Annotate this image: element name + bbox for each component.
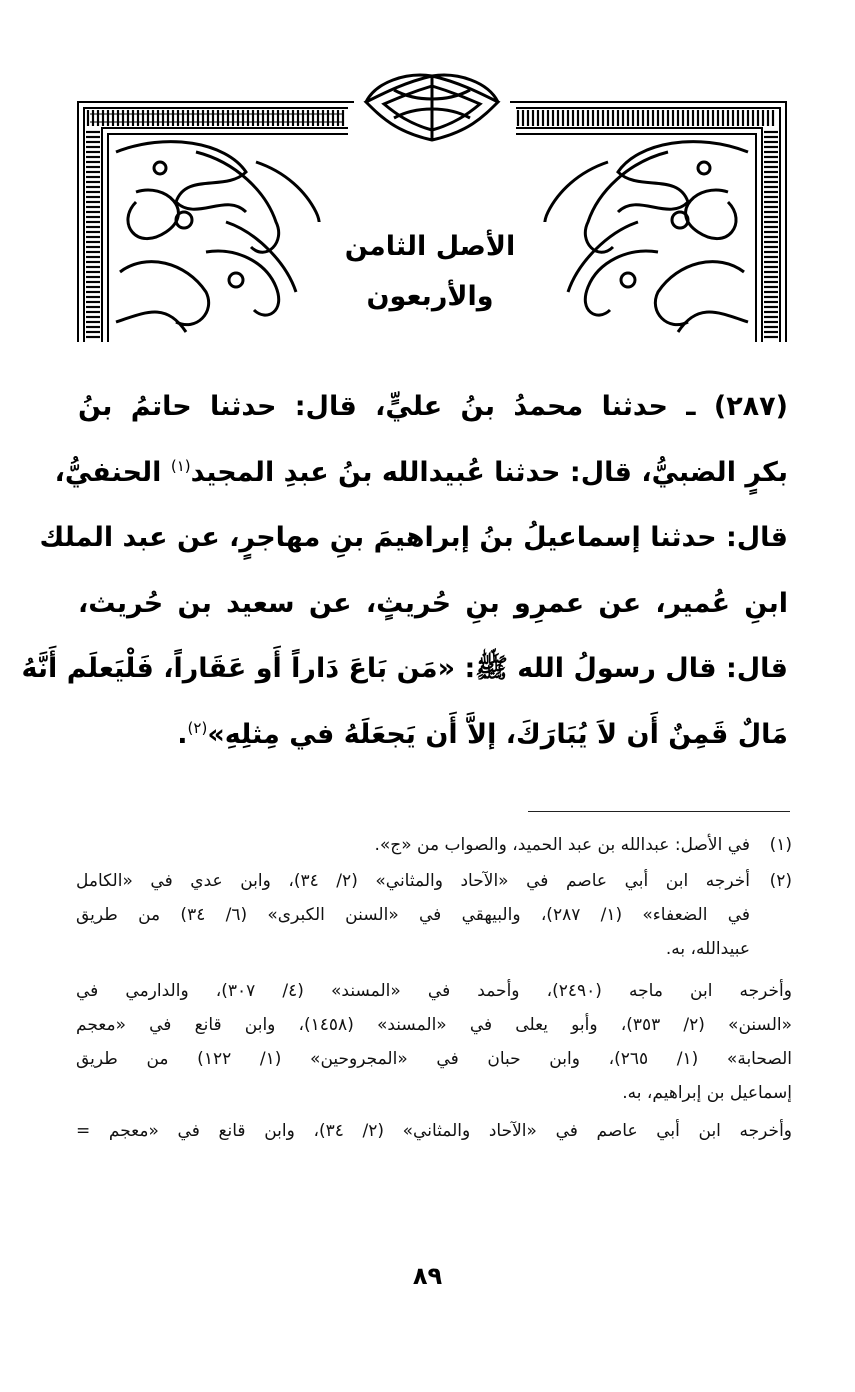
- hadith-line-4: ابنِ عُمير، عن عمرِو بنِ حُريثٍ، عن سعيد بن حُريث،: [78, 587, 788, 619]
- footnote-line: إسماعيل بن إبراهيم، به.: [622, 1083, 792, 1103]
- footnote-divider: [528, 811, 790, 812]
- footnote-ref-2: (٢): [187, 718, 208, 737]
- footnote-line: الصحابة» (١/ ٢٦٥)، وابن حبان في «المجروحين» (١/ ١٢٢) من طريق: [76, 1049, 792, 1069]
- hadith-line-6: مَالٌ قَمِنٌ أَن لاَ يُبَارَكَ، إلاَّ أَن يَجعَلَهُ في مِثلِهِ»$^{(٢)}$.: [177, 718, 788, 750]
- footnote-line: وأخرجه ابن ماجه (٢٤٩٠)، وأحمد في «المسند» (٤/ ٣٠٧)، والدارمي في: [76, 981, 792, 1001]
- footnote-number: (٢): [769, 871, 792, 891]
- footnote-line: وأخرجه ابن أبي عاصم في «الآحاد والمثاني» (٢/ ٣٤)، وابن قانع في «معجم =: [76, 1121, 792, 1141]
- hadith-line-3: قال: حدثنا إسماعيلُ بنُ إبراهيمَ بنِ مهاجرٍ، عن عبد الملك: [39, 522, 788, 553]
- footnote-line: في الضعفاء» (١/ ٢٨٧)، والبيهقي في «السنن الكبرى» (٦/ ٣٤) من طريق: [76, 905, 751, 925]
- footnote-2: [76, 864, 792, 966]
- footnote-line: عبيدالله، به.: [665, 939, 750, 959]
- page-number: ٨٩: [412, 1262, 443, 1290]
- hadith-text: [21, 374, 788, 767]
- chapter-title: الأصل الثامن والأربعون: [290, 222, 570, 272]
- footnote-2-continued: [76, 974, 792, 1110]
- footnote-2-continued-2: [76, 1114, 792, 1148]
- footnotes: [76, 828, 792, 1148]
- hadith-line-1: (٢٨٧) ـ حدثنا محمدُ بنُ عليٍّ، قال: حدثنا حاتمُ بنُ: [78, 391, 788, 422]
- footnote-text: في الأصل: عبدالله بن عبد الحميد، والصواب من «ج».: [374, 835, 750, 855]
- hadith-line-2: بكرٍ الضبيُّ، قال: حدثنا عُبيدالله بنُ عبدِ المجيد$^{(١)}$ الحنفيُّ،: [54, 456, 788, 488]
- footnote-1: [76, 828, 792, 862]
- footnote-number: (١): [769, 835, 792, 855]
- footnote-ref-1: (١): [170, 456, 191, 475]
- footnote-line: «السنن» (٢/ ٣٥٣)، وأبو يعلى في «المسند» (١٤٥٨)، وابن قانع في «معجم: [76, 1015, 792, 1035]
- footnote-line: أخرجه ابن أبي عاصم في «الآحاد والمثاني» (٢/ ٣٤)، وابن عدي في «الكامل: [76, 871, 750, 891]
- hadith-line-5: قال: قال رسولُ الله ﷺ: «مَن بَاعَ دَاراً أَو عَقَاراً، فَلْيَعلَم أَنَّهُ: [21, 653, 788, 684]
